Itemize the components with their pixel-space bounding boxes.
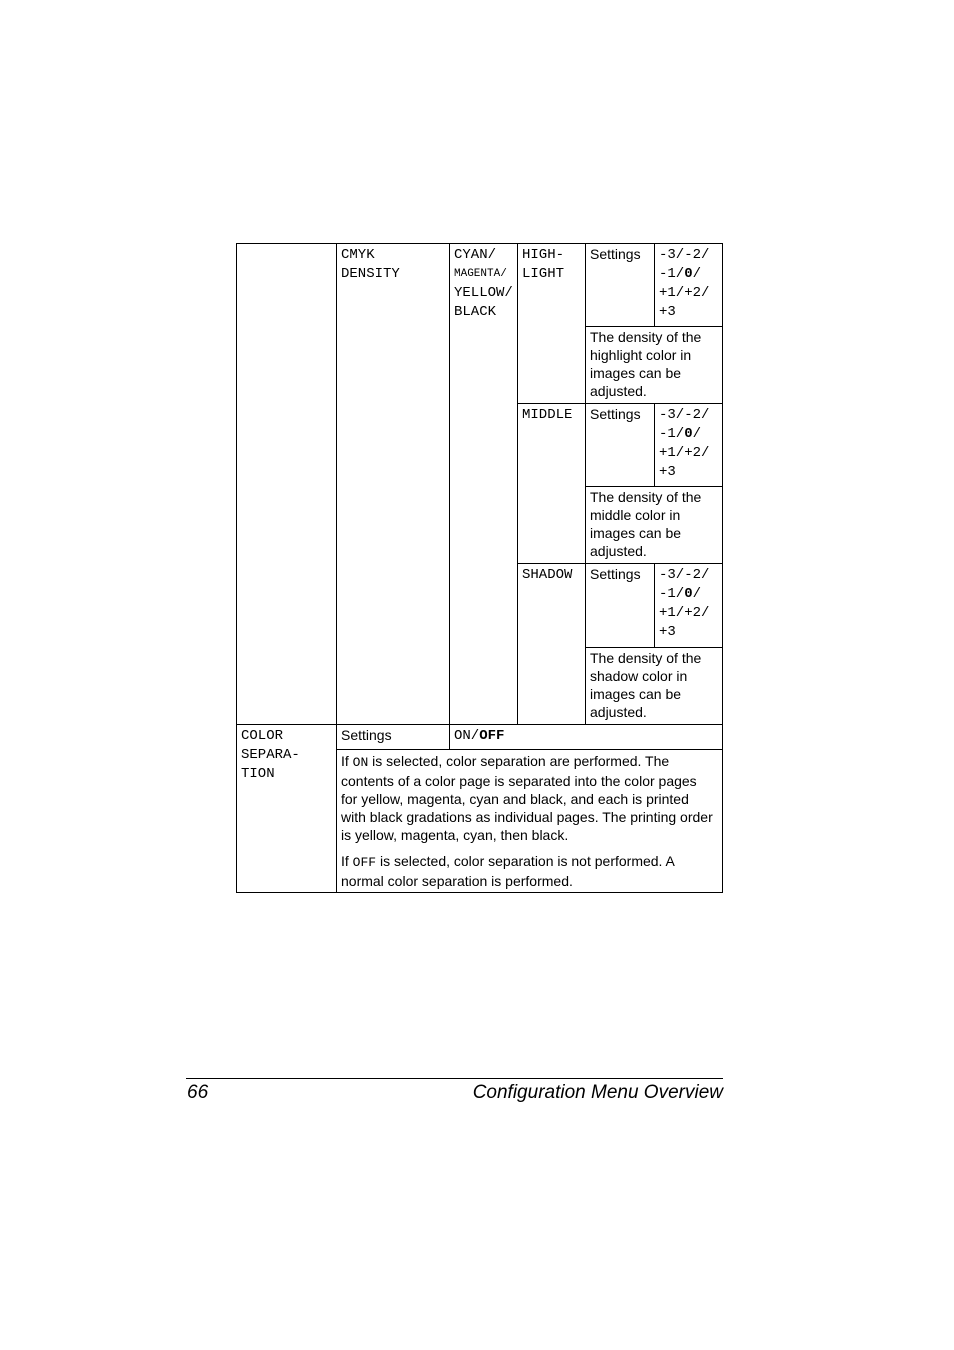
middle-label: MIDDLE [522,407,573,423]
divider [585,647,723,648]
color-separation-label: COLOR SEPARA- TION [241,728,300,782]
color-list-line2: MAGENTA/ [454,268,507,280]
shadow-description: The density of the shadow color in images can be adjusted. [590,650,702,720]
middle-settings-values: -3/-2/ -1/0/ +1/+2/ +3 [659,407,710,480]
divider [449,243,450,750]
divider [336,749,723,750]
divider [654,563,655,647]
footer-rule [186,1078,723,1079]
table-border-bottom [236,892,723,893]
color-separation-on-description: If ON is selected, color separation are performed. The contents of a color page is separated into the color pages for yellow, magenta, cyan and black, and each is printed with black gradations as individual pages. The printing order is yellow, magenta, cyan, then black. [341,753,713,843]
shadow-settings-label: Settings [590,566,641,582]
divider [236,724,723,725]
divider [585,326,723,327]
table-border-right [722,243,723,893]
color-list-line3: YELLOW/ BLACK [454,285,513,320]
footer-title: Configuration Menu Overview [472,1082,723,1103]
page-number: 66 [187,1082,209,1103]
middle-description: The density of the middle color in images can be adjusted. [590,489,702,559]
divider [517,403,723,404]
table-border-top [236,243,723,244]
middle-settings-label: Settings [590,406,641,422]
highlight-settings-values: -3/-2/ -1/0/ +1/+2/ +3 [659,247,710,320]
shadow-label: SHADOW [522,567,573,583]
highlight-settings-label: Settings [590,246,641,262]
divider [585,486,723,487]
color-list-line1: CYAN/ [454,247,497,263]
table-border-left [236,243,237,893]
color-separation-values: ON/OFF [454,728,505,744]
divider [585,243,586,724]
divider [654,243,655,326]
shadow-settings-values: -3/-2/ -1/0/ +1/+2/ +3 [659,567,710,640]
divider [336,243,337,893]
divider [517,563,723,564]
highlight-label: HIGH- LIGHT [522,247,565,282]
cmyk-density-label: CMYK DENSITY [341,247,400,282]
color-separation-off-description: If OFF is selected, color separation is not performed. A normal color separation is performed. [341,853,675,889]
highlight-description: The density of the highlight color in images can be adjusted. [590,329,702,399]
divider [517,243,518,724]
color-separation-settings-label: Settings [341,727,392,743]
divider [654,403,655,486]
